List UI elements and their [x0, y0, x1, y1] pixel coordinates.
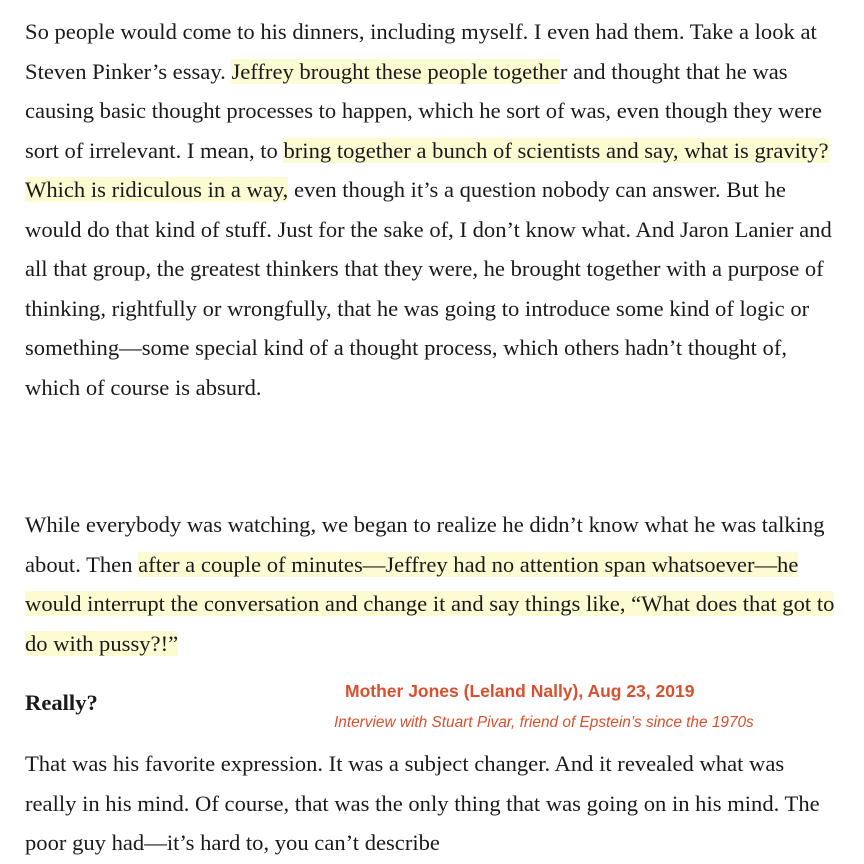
source-citation-subtitle: Interview with Stuart Pivar, friend of Epstein’s since the 1970s [334, 714, 754, 731]
source-citation-title: Mother Jones (Leland Nally), Aug 23, 2019 [345, 681, 695, 701]
paragraph-text: r and thought that he was causing basic thought processes to happen, which he sort of was, even though they were sort of irrelevant. I mean, to [25, 58, 822, 163]
highlighted-text: after a couple of minutes—Jeffrey had no attention span whatsoever—he would interrupt the conversation and change it and say things like, “What does that got to do with pussy?!” [25, 551, 835, 656]
paragraph-watching [25, 505, 837, 663]
highlighted-text: bring together a bunch of scientists and say, what is gravity? Which is ridiculous in a way, [25, 137, 829, 202]
paragraph-text: That was his favorite expression. It was a subject changer. And it revealed what was really in his mind. Of course, that was the only thing that was going on in his mind. The poor guy had—it’s hard to, you can’t describe [25, 751, 820, 855]
interview-question: Really? [25, 690, 98, 715]
paragraph-dinners [25, 12, 837, 407]
paragraph-text: So people would come to his dinners, including myself. I even had them. Take a look at Steven Pinker’s essay. [25, 19, 817, 84]
highlighted-text: Jeffrey brought these people togethe [231, 58, 560, 84]
paragraph-text: even though it’s a question nobody can answer. But he would do that kind of stuff. Just for the sake of, I don’t know what. And Jaron Lanier and all that group, the greatest thinkers that they were, he brought together with a purpose of thinking, rightfully or wrongfully, that he was going to introduce some kind of logic or something—some special kind of a thought process, which others hadn’t thought of, which of course is absurd. [25, 177, 832, 400]
paragraph-text: While everybody was watching, we began to realize he didn’t know what he was talking about. Then [25, 512, 825, 577]
paragraph-favorite-expression [25, 744, 837, 863]
